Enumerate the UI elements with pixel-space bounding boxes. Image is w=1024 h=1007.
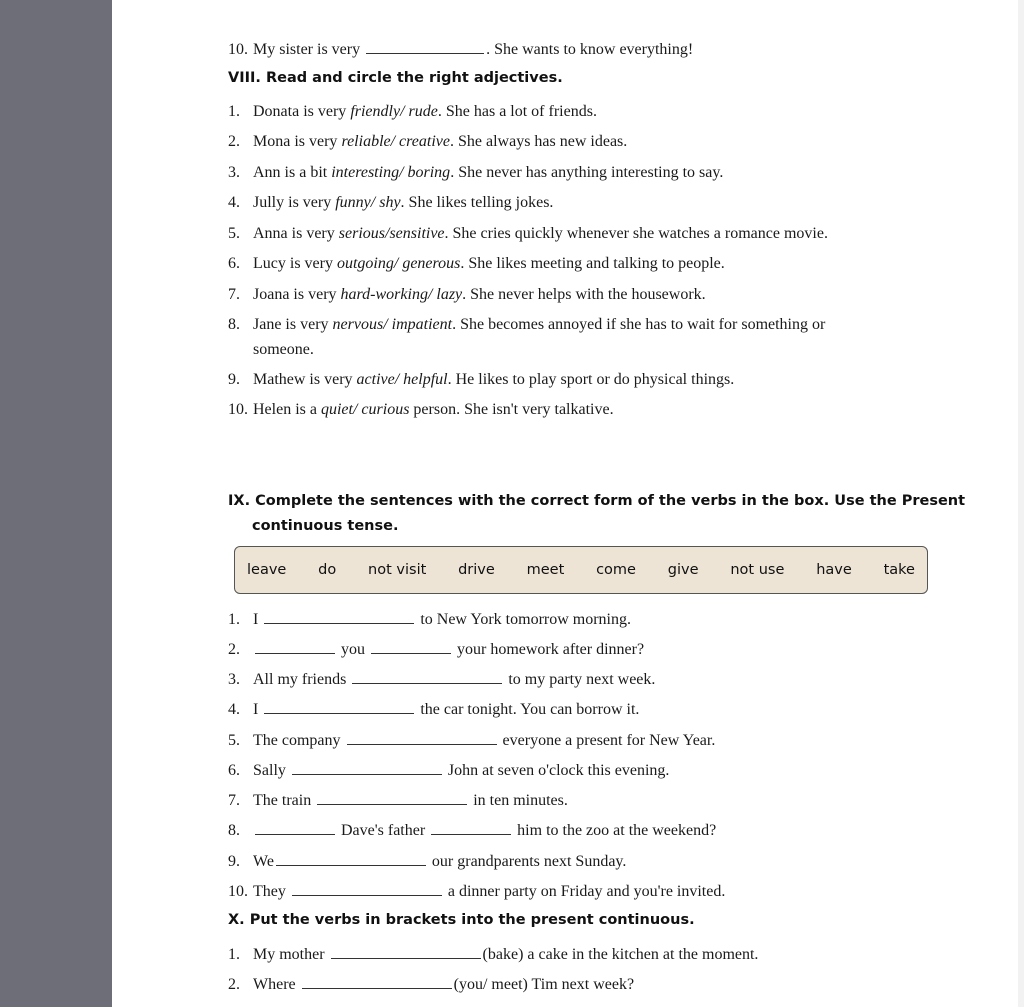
answer-blank[interactable] — [352, 668, 502, 684]
list-item: 1. Donata is very friendly/ rude. She has a lot of friends. — [228, 103, 597, 120]
answer-blank[interactable] — [302, 973, 452, 989]
verb-word: do — [318, 562, 337, 578]
adjective-options[interactable]: funny/ shy — [335, 194, 401, 211]
answer-blank[interactable] — [431, 819, 511, 835]
left-margin-strip — [0, 0, 112, 1007]
answer-blank[interactable] — [264, 698, 414, 714]
list-item: 10. They a dinner party on Friday and you're invited. — [228, 880, 725, 902]
list-item: 2. Mona is very reliable/ creative. She always has new ideas. — [228, 133, 628, 150]
list-item: 7. Joana is very hard-working/ lazy. She never helps with the housework. — [228, 286, 706, 303]
adjective-options[interactable]: outgoing/ generous — [336, 255, 461, 272]
adjective-options[interactable]: serious/sensitive — [338, 225, 445, 242]
answer-blank[interactable] — [366, 38, 484, 54]
verb-word: not visit — [368, 562, 427, 578]
answer-blank[interactable] — [276, 850, 426, 866]
list-item: 8. Dave's father him to the zoo at the weekend? — [228, 819, 716, 841]
list-item: 5. Anna is very serious/sensitive. She cries quickly whenever she watches a romance movie. — [228, 225, 828, 242]
answer-blank[interactable] — [371, 638, 451, 654]
adjective-options[interactable]: interesting/ boring — [331, 164, 451, 181]
section-10-title: X. Put the verbs in brackets into the present continuous. — [228, 912, 695, 928]
list-item-continuation: someone. — [253, 341, 314, 358]
list-item: 9. Mathew is very active/ helpful. He likes to play sport or do physical things. — [228, 371, 735, 388]
verb-word: take — [883, 562, 915, 578]
adjective-options[interactable]: reliable/ creative — [341, 133, 450, 150]
list-item: 6. Sally John at seven o'clock this evening. — [228, 759, 669, 781]
section-9-title-cont: continuous tense. — [252, 518, 399, 534]
section-8-title: VIII. Read and circle the right adjectives. — [228, 70, 563, 86]
answer-blank[interactable] — [331, 943, 481, 959]
list-item: 9. We our grandparents next Sunday. — [228, 850, 626, 872]
verb-word-box — [234, 546, 928, 594]
list-item: 3. Ann is a bit interesting/ boring. She never has anything interesting to say. — [228, 164, 724, 181]
list-item: 5. The company everyone a present for New Year. — [228, 729, 715, 751]
list-item: 7. The train in ten minutes. — [228, 789, 568, 811]
adjective-options[interactable]: quiet/ curious — [320, 401, 410, 418]
adjective-options[interactable]: hard-working/ lazy — [340, 286, 463, 303]
verb-word: leave — [247, 562, 287, 578]
list-item: 4. Jully is very funny/ shy. She likes telling jokes. — [228, 194, 554, 211]
adjective-options[interactable]: friendly/ rude — [350, 103, 438, 120]
answer-blank[interactable] — [317, 789, 467, 805]
list-item: 4. I the car tonight. You can borrow it. — [228, 698, 639, 720]
list-item: 3. All my friends to my party next week. — [228, 668, 655, 690]
adjective-options[interactable]: active/ helpful — [356, 371, 448, 388]
verb-word: have — [816, 562, 852, 578]
verb-word: come — [596, 562, 636, 578]
adjective-options[interactable]: nervous/ impatient — [332, 316, 453, 333]
verb-word: drive — [458, 562, 495, 578]
section-9-title: IX. Complete the sentences with the correct form of the verbs in the box. Use the Present — [228, 493, 966, 509]
list-item: 8. Jane is very nervous/ impatient. She becomes annoyed if she has to wait for something or — [228, 316, 826, 333]
list-item: 2. you your homework after dinner? — [228, 638, 644, 660]
verb-word: give — [667, 562, 699, 578]
list-item: 10. Helen is a quiet/ curious person. She isn't very talkative. — [228, 401, 614, 418]
answer-blank[interactable] — [292, 880, 442, 896]
verb-word: not use — [730, 562, 785, 578]
answer-blank[interactable] — [292, 759, 442, 775]
right-margin-strip — [1018, 0, 1024, 1007]
answer-blank[interactable] — [255, 819, 335, 835]
answer-blank[interactable] — [347, 729, 497, 745]
list-item: 2. Where (you/ meet) Tim next week? — [228, 973, 634, 995]
answer-blank[interactable] — [264, 608, 414, 624]
list-item: 1. My mother (bake) a cake in the kitchen at the moment. — [228, 943, 758, 965]
list-item: 1. I to New York tomorrow morning. — [228, 608, 631, 630]
answer-blank[interactable] — [255, 638, 335, 654]
exercise-item: 10. My sister is very . She wants to know everything! — [228, 38, 693, 60]
list-item: 6. Lucy is very outgoing/ generous. She likes meeting and talking to people. — [228, 255, 725, 272]
verb-word: meet — [526, 562, 565, 578]
